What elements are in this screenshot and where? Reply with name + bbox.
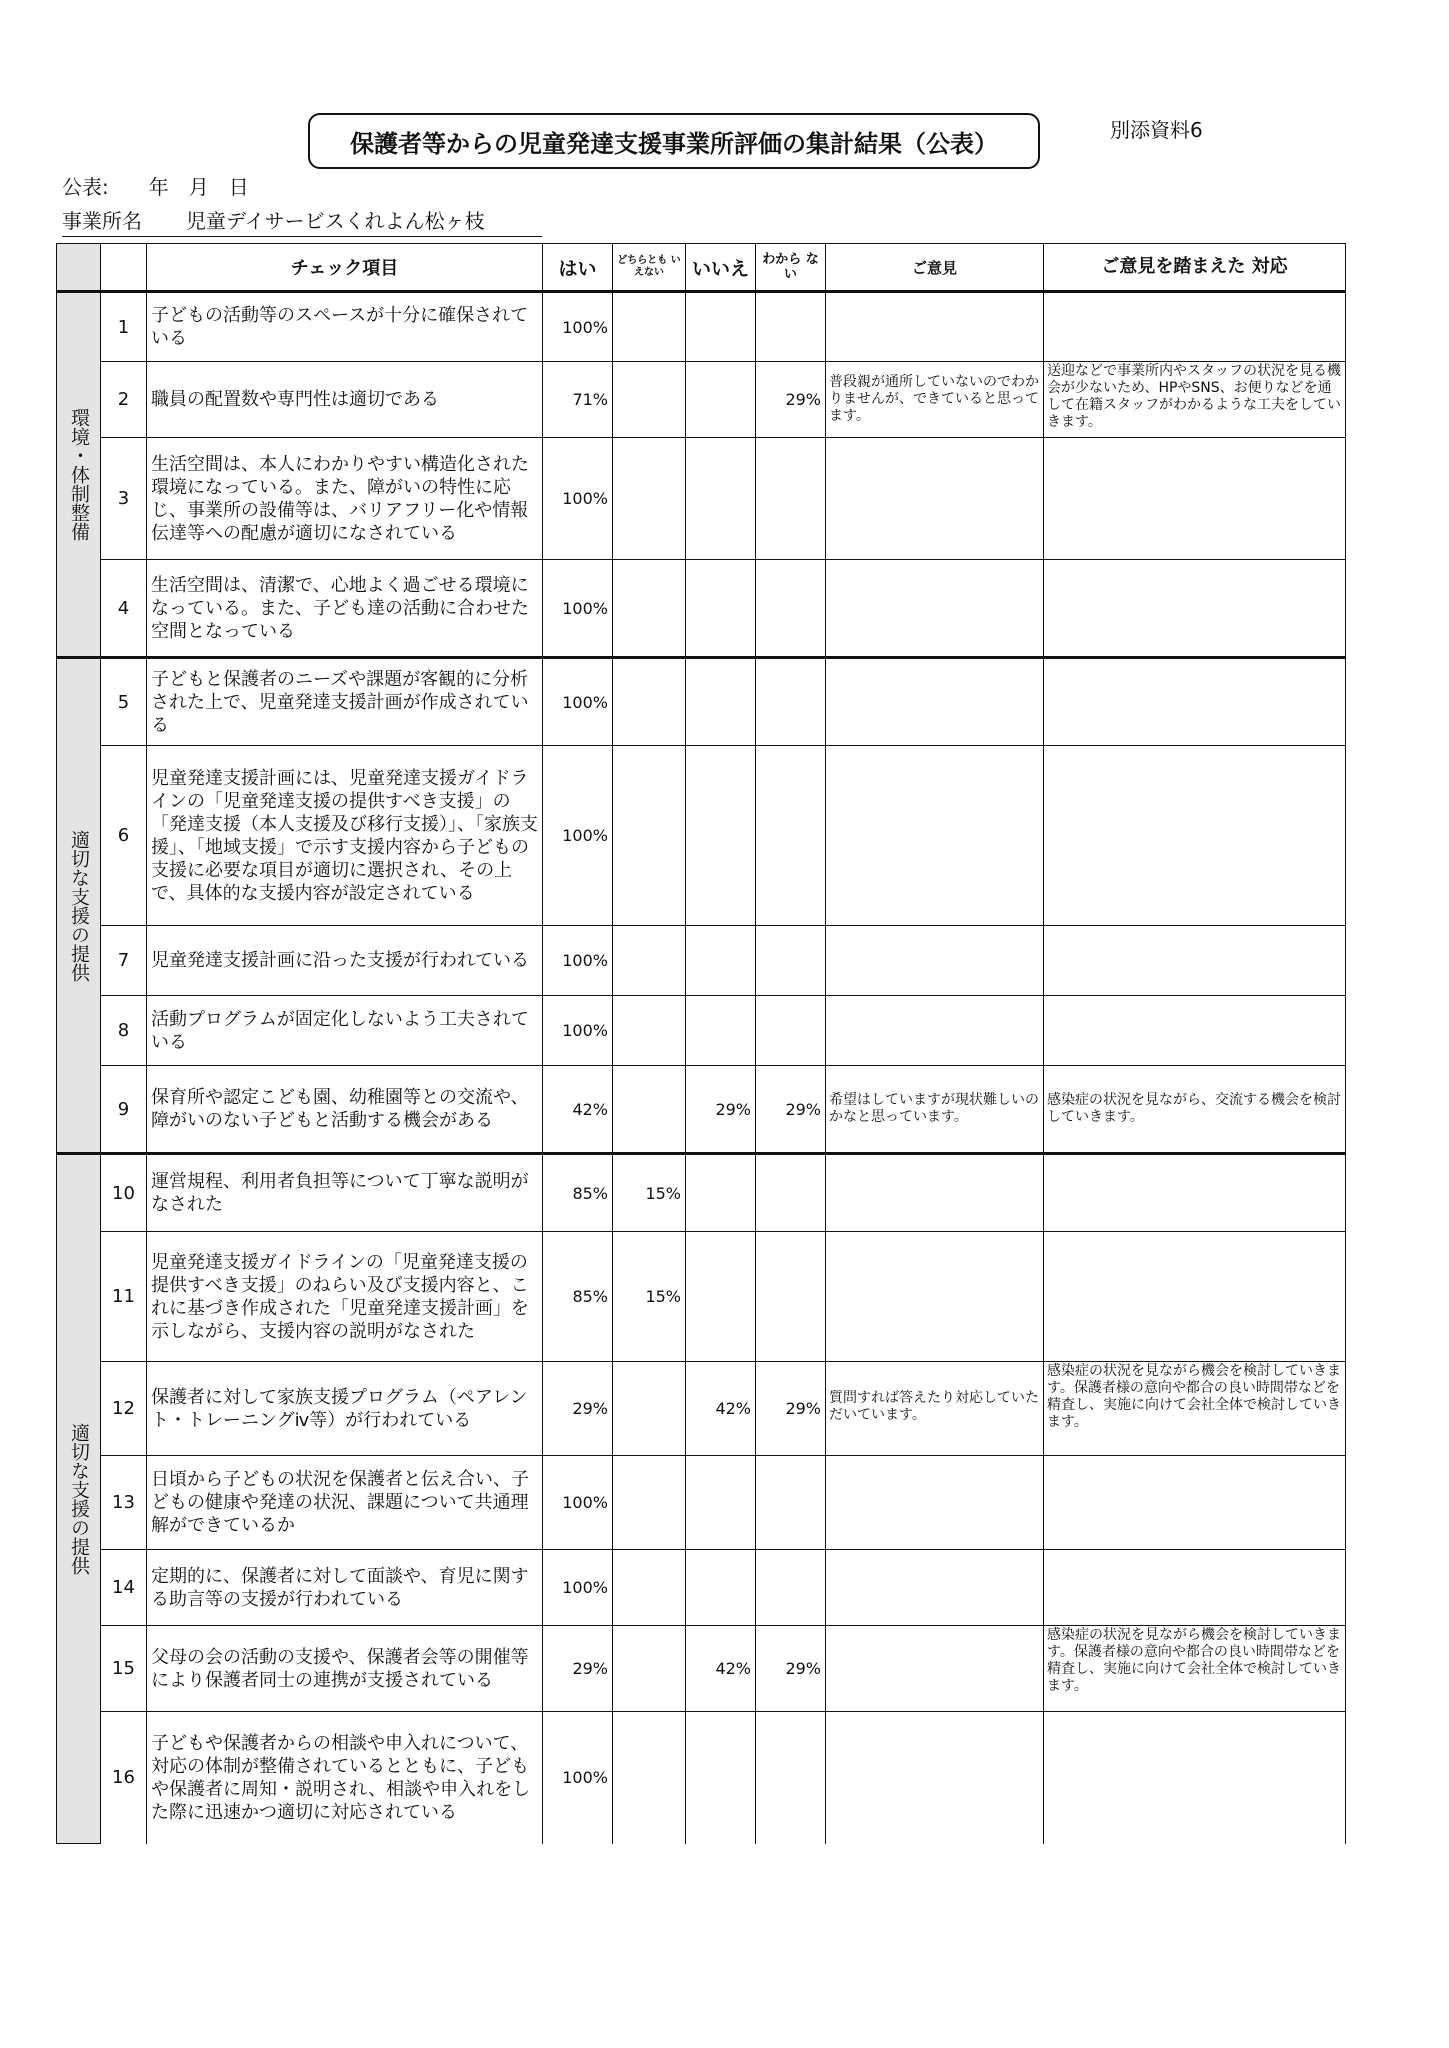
neither-pct [613,292,686,362]
check-item: 子どもの活動等のスペースが十分に確保されている [147,292,543,362]
response-cell [1044,658,1346,746]
row-number: 6 [101,746,147,926]
no-pct [686,1154,756,1232]
no-pct [686,1456,756,1550]
opinion-cell: 質問すれば答えたり対応していただいています。 [826,1362,1044,1456]
header-neither: どちらとも いえない [613,244,686,292]
opinion-cell [826,1550,1044,1626]
no-pct [686,996,756,1066]
no-pct: 42% [686,1362,756,1456]
no-pct [686,658,756,746]
header-yes: はい [543,244,613,292]
yes-pct: 71% [543,362,613,438]
yes-pct: 85% [543,1154,613,1232]
yes-pct: 100% [543,996,613,1066]
unknown-pct: 29% [756,362,826,438]
table-row [57,1154,1346,1232]
yes-pct: 100% [543,1550,613,1626]
yes-pct: 29% [543,1362,613,1456]
unknown-pct [756,996,826,1066]
category-label: 適切な支援の提供 [68,829,90,982]
row-number: 16 [101,1712,147,1844]
opinion-cell [826,1712,1044,1844]
row-number: 12 [101,1362,147,1456]
response-cell [1044,438,1346,560]
neither-pct: 15% [613,1232,686,1362]
check-item: 運営規程、利用者負担等について丁寧な説明がなされた [147,1154,543,1232]
response-cell [1044,1550,1346,1626]
neither-pct [613,438,686,560]
row-number: 2 [101,362,147,438]
yes-pct: 100% [543,926,613,996]
category-label: 適切な支援の提供 [68,1423,90,1575]
table-row [57,996,1346,1066]
yes-pct: 100% [543,560,613,658]
header-check-item: チェック項目 [147,244,543,292]
row-number: 9 [101,1066,147,1154]
opinion-cell [826,1456,1044,1550]
table-row [57,362,1346,438]
office-name: 児童デイサービスくれよん松ヶ枝 [186,209,485,233]
response-cell [1044,560,1346,658]
opinion-cell [826,746,1044,926]
table-row [57,926,1346,996]
unknown-pct [756,438,826,560]
response-cell: 感染症の状況を見ながら、交流する機会を検討していきます。 [1044,1066,1346,1154]
check-item: 父母の会の活動の支援や、保護者会等の開催等により保護者同士の連携が支援されている [147,1626,543,1712]
opinion-cell [826,1232,1044,1362]
category-cell [57,292,101,658]
table-row [57,292,1346,362]
row-number: 8 [101,996,147,1066]
category-cell [57,1154,101,1844]
yes-pct: 100% [543,658,613,746]
neither-pct [613,1550,686,1626]
response-cell [1044,926,1346,996]
row-number: 4 [101,560,147,658]
response-cell [1044,1712,1346,1844]
response-cell [1044,1232,1346,1362]
table-row [57,560,1346,658]
opinion-cell [826,438,1044,560]
table-row [57,1066,1346,1154]
opinion-cell [826,292,1044,362]
yes-pct: 85% [543,1232,613,1362]
office-line [62,205,542,237]
yes-pct: 100% [543,1456,613,1550]
table-row [57,1232,1346,1362]
table-row [57,1456,1346,1550]
check-item: 子どもと保護者のニーズや課題が客観的に分析された上で、児童発達支援計画が作成されている [147,658,543,746]
opinion-cell [826,1626,1044,1712]
table-row [57,1712,1346,1844]
neither-pct [613,658,686,746]
check-item: 児童発達支援計画には、児童発達支援ガイドラインの「児童発達支援の提供すべき支援」の「発達支援（本人支援及び移行支援）」、「家族支援」、「地域支援」で示す支援内容から子どもの支援に必要な項目が適切に選択され、その上で、具体的な支援内容が設定されている [147,746,543,926]
header-opinion: ご意見 [826,244,1044,292]
opinion-cell [826,560,1044,658]
no-pct [686,1550,756,1626]
opinion-cell [826,926,1044,996]
neither-pct [613,746,686,926]
table-row [57,658,1346,746]
table-header-row [57,244,1346,292]
attachment-label: 別添資料6 [1110,118,1203,142]
no-pct: 29% [686,1066,756,1154]
no-pct [686,362,756,438]
check-item: 児童発達支援ガイドラインの「児童発達支援の提供すべき支援」のねらい及び支援内容と、これに基づき作成された「児童発達支援計画」を示しながら、支援内容の説明がなされた [147,1232,543,1362]
header-unknown: わから ない [756,244,826,292]
neither-pct [613,996,686,1066]
unknown-pct [756,292,826,362]
neither-pct [613,1626,686,1712]
table-row [57,1362,1346,1456]
page-title: 保護者等からの児童発達支援事業所評価の集計結果（公表） [308,113,1040,169]
response-cell [1044,996,1346,1066]
row-number: 15 [101,1626,147,1712]
yes-pct: 100% [543,1712,613,1844]
no-pct: 42% [686,1626,756,1712]
opinion-cell [826,1154,1044,1232]
row-number: 5 [101,658,147,746]
check-item: 生活空間は、本人にわかりやすい構造化された環境になっている。また、障がいの特性に応じ、事業所の設備等は、バリアフリー化や情報伝達等への配慮が適切になされている [147,438,543,560]
table-row [57,438,1346,560]
opinion-cell [826,658,1044,746]
category-cell [57,658,101,1154]
check-item: 定期的に、保護者に対して面談や、育児に関する助言等の支援が行われている [147,1550,543,1626]
response-cell [1044,292,1346,362]
check-item: 子どもや保護者からの相談や申入れについて、対応の体制が整備されているとともに、子どもや保護者に周知・説明され、相談や申入れをした際に迅速かつ適切に対応されている [147,1712,543,1844]
table-row [57,1550,1346,1626]
unknown-pct [756,1712,826,1844]
yes-pct: 42% [543,1066,613,1154]
row-number: 3 [101,438,147,560]
no-pct [686,560,756,658]
unknown-pct: 29% [756,1066,826,1154]
response-cell: 感染症の状況を見ながら機会を検討していきます。保護者様の意向や都合の良い時間帯などを精査し、実施に向けて会社全体で検討していきます。 [1044,1626,1346,1712]
header-category-cell [57,244,101,292]
unknown-pct: 29% [756,1626,826,1712]
opinion-cell [826,996,1044,1066]
row-number: 1 [101,292,147,362]
response-cell [1044,746,1346,926]
opinion-cell: 普段親が通所していないのでわかりませんが、できていると思ってます。 [826,362,1044,438]
unknown-pct [756,746,826,926]
no-pct [686,746,756,926]
unknown-pct [756,1456,826,1550]
neither-pct [613,362,686,438]
unknown-pct [756,658,826,746]
evaluation-table [56,243,1346,1844]
no-pct [686,292,756,362]
publication-date: 公表: 年 月 日 [62,175,249,199]
response-cell [1044,1456,1346,1550]
table-row [57,1626,1346,1712]
yes-pct: 100% [543,746,613,926]
neither-pct [613,1362,686,1456]
unknown-pct [756,1154,826,1232]
check-item: 日頃から子どもの状況を保護者と伝え合い、子どもの健康や発達の状況、課題について共通理解ができているか [147,1456,543,1550]
row-number: 7 [101,926,147,996]
check-item: 保護者に対して家族支援プログラム（ペアレント・トレーニングⅳ等）が行われている [147,1362,543,1456]
office-label: 事業所名 [62,209,142,233]
yes-pct: 100% [543,292,613,362]
header-number-cell [101,244,147,292]
yes-pct: 100% [543,438,613,560]
header-no: いいえ [686,244,756,292]
unknown-pct [756,560,826,658]
unknown-pct [756,1550,826,1626]
row-number: 10 [101,1154,147,1232]
response-cell: 感染症の状況を見ながら機会を検討していきます。保護者様の意向や都合の良い時間帯などを精査し、実施に向けて会社全体で検討していきます。 [1044,1362,1346,1456]
header-response: ご意見を踏まえた 対応 [1044,244,1346,292]
neither-pct [613,560,686,658]
check-item: 保育所や認定こども園、幼稚園等との交流や、障がいのない子どもと活動する機会がある [147,1066,543,1154]
neither-pct [613,926,686,996]
row-number: 14 [101,1550,147,1626]
check-item: 生活空間は、清潔で、心地よく過ごせる環境になっている。また、子ども達の活動に合わせた空間となっている [147,560,543,658]
opinion-cell: 希望はしていますが現状難しいのかなと思っています。 [826,1066,1044,1154]
table-row [57,746,1346,926]
check-item: 職員の配置数や専門性は適切である [147,362,543,438]
unknown-pct [756,1232,826,1362]
response-cell [1044,1154,1346,1232]
response-cell: 送迎などで事業所内やスタッフの状況を見る機会が少ないため、HPやSNS、お便りなどを通して在籍スタッフがわかるような工夫をしていきます。 [1044,362,1346,438]
row-number: 11 [101,1232,147,1362]
no-pct [686,926,756,996]
neither-pct [613,1066,686,1154]
category-label: 環境・体制整備 [68,408,90,541]
neither-pct [613,1712,686,1844]
check-item: 児童発達支援計画に沿った支援が行われている [147,926,543,996]
neither-pct [613,1456,686,1550]
no-pct [686,1232,756,1362]
row-number: 13 [101,1456,147,1550]
yes-pct: 29% [543,1626,613,1712]
neither-pct: 15% [613,1154,686,1232]
unknown-pct [756,926,826,996]
no-pct [686,1712,756,1844]
unknown-pct: 29% [756,1362,826,1456]
check-item: 活動プログラムが固定化しないよう工夫されている [147,996,543,1066]
no-pct [686,438,756,560]
